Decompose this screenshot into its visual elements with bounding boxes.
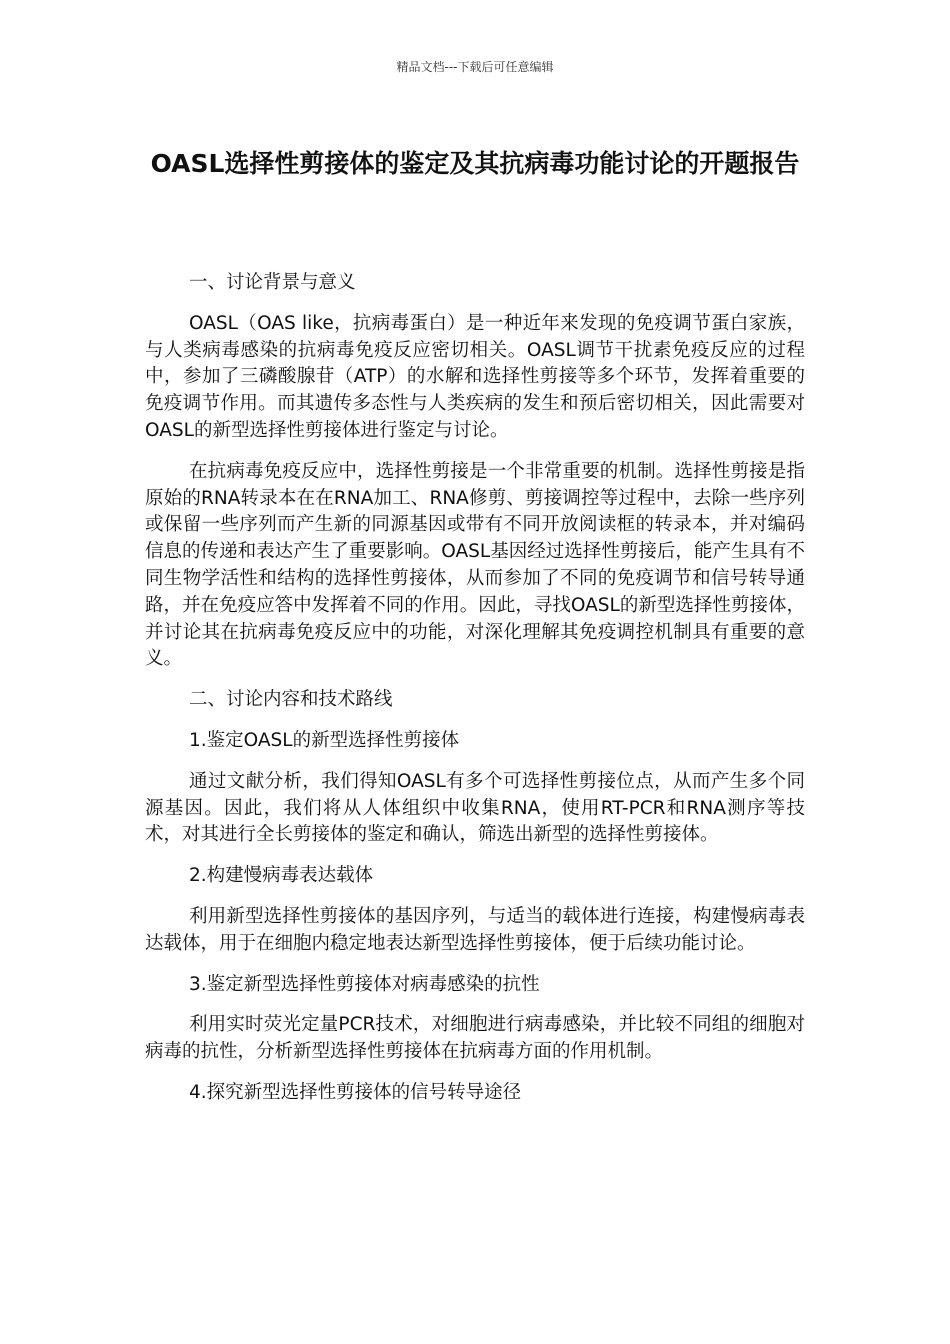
paragraph-alternative-splicing: 在抗病毒免疫反应中，选择性剪接是一个非常重要的机制。选择性剪接是指原始的RNA转录本在在RNA加工、RNA修剪、剪接调控等过程中，去除一些序列或保留一些序列而产生新的同源基因或带有不同开放阅读框的转录本，并对编码信息的传递和表达产生了重要影响。OASL基因经过选择性剪接后，能产生具有不同生物学活性和结构的选择性剪接体，从而参加了不同的免疫调节和信号转导通路，并在免疫应答中发挥着不同的作用。因此，寻找OASL的新型选择性剪接体，并讨论其在抗病毒免疫反应中的功能，对深化理解其免疫调控机制具有重要的意义。 [145,460,805,670]
document-body [145,270,805,1121]
page-header: 精品文档---下载后可任意编辑 [396,60,554,74]
subsection-heading-2: 2.构建慢病毒表达载体 [189,865,374,887]
subsection-heading-1: 1.鉴定OASL的新型选择性剪接体 [189,729,460,751]
subsection-paragraph-2: 利用新型选择性剪接体的基因序列，与适当的载体进行连接，构建慢病毒表达载体，用于在细胞内稳定地表达新型选择性剪接体，便于后续功能讨论。 [145,905,805,954]
subsection-paragraph-3: 利用实时荧光定量PCR技术，对细胞进行病毒感染，并比较不同组的细胞对病毒的抗性，分析新型选择性剪接体在抗病毒方面的作用机制。 [145,1014,805,1063]
subsection-paragraph-1: 通过文献分析，我们得知OASL有多个可选择性剪接位点，从而产生多个同源基因。因此，我们将从人体组织中收集RNA，使用RT-PCR和RNA测序等技术，对其进行全长剪接体的鉴定和确认，筛选出新型的选择性剪接体。 [145,770,805,846]
section-heading-content: 二、讨论内容和技术路线 [189,689,393,711]
document-title: OASL选择性剪接体的鉴定及其抗病毒功能讨论的开题报告 [150,149,800,178]
paragraph-oasl-intro: OASL（OAS like，抗病毒蛋白）是一种近年来发现的免疫调节蛋白家族，与人类病毒感染的抗病毒免疫反应密切相关。OASL调节干扰素免疫反应的过程中，参加了三磷酸腺苷（ATP）的水解和选择性剪接等多个环节，发挥着重要的免疫调节作用。而其遗传多态性与人类疾病的发生和预后密切相关，因此需要对OASL的新型选择性剪接体进行鉴定与讨论。 [145,312,805,441]
subsection-heading-4: 4.探究新型选择性剪接体的信号转导途径 [189,1081,522,1103]
subsection-heading-3: 3.鉴定新型选择性剪接体对病毒感染的抗性 [189,973,540,995]
section-heading-background: 一、讨论背景与意义 [189,272,356,293]
